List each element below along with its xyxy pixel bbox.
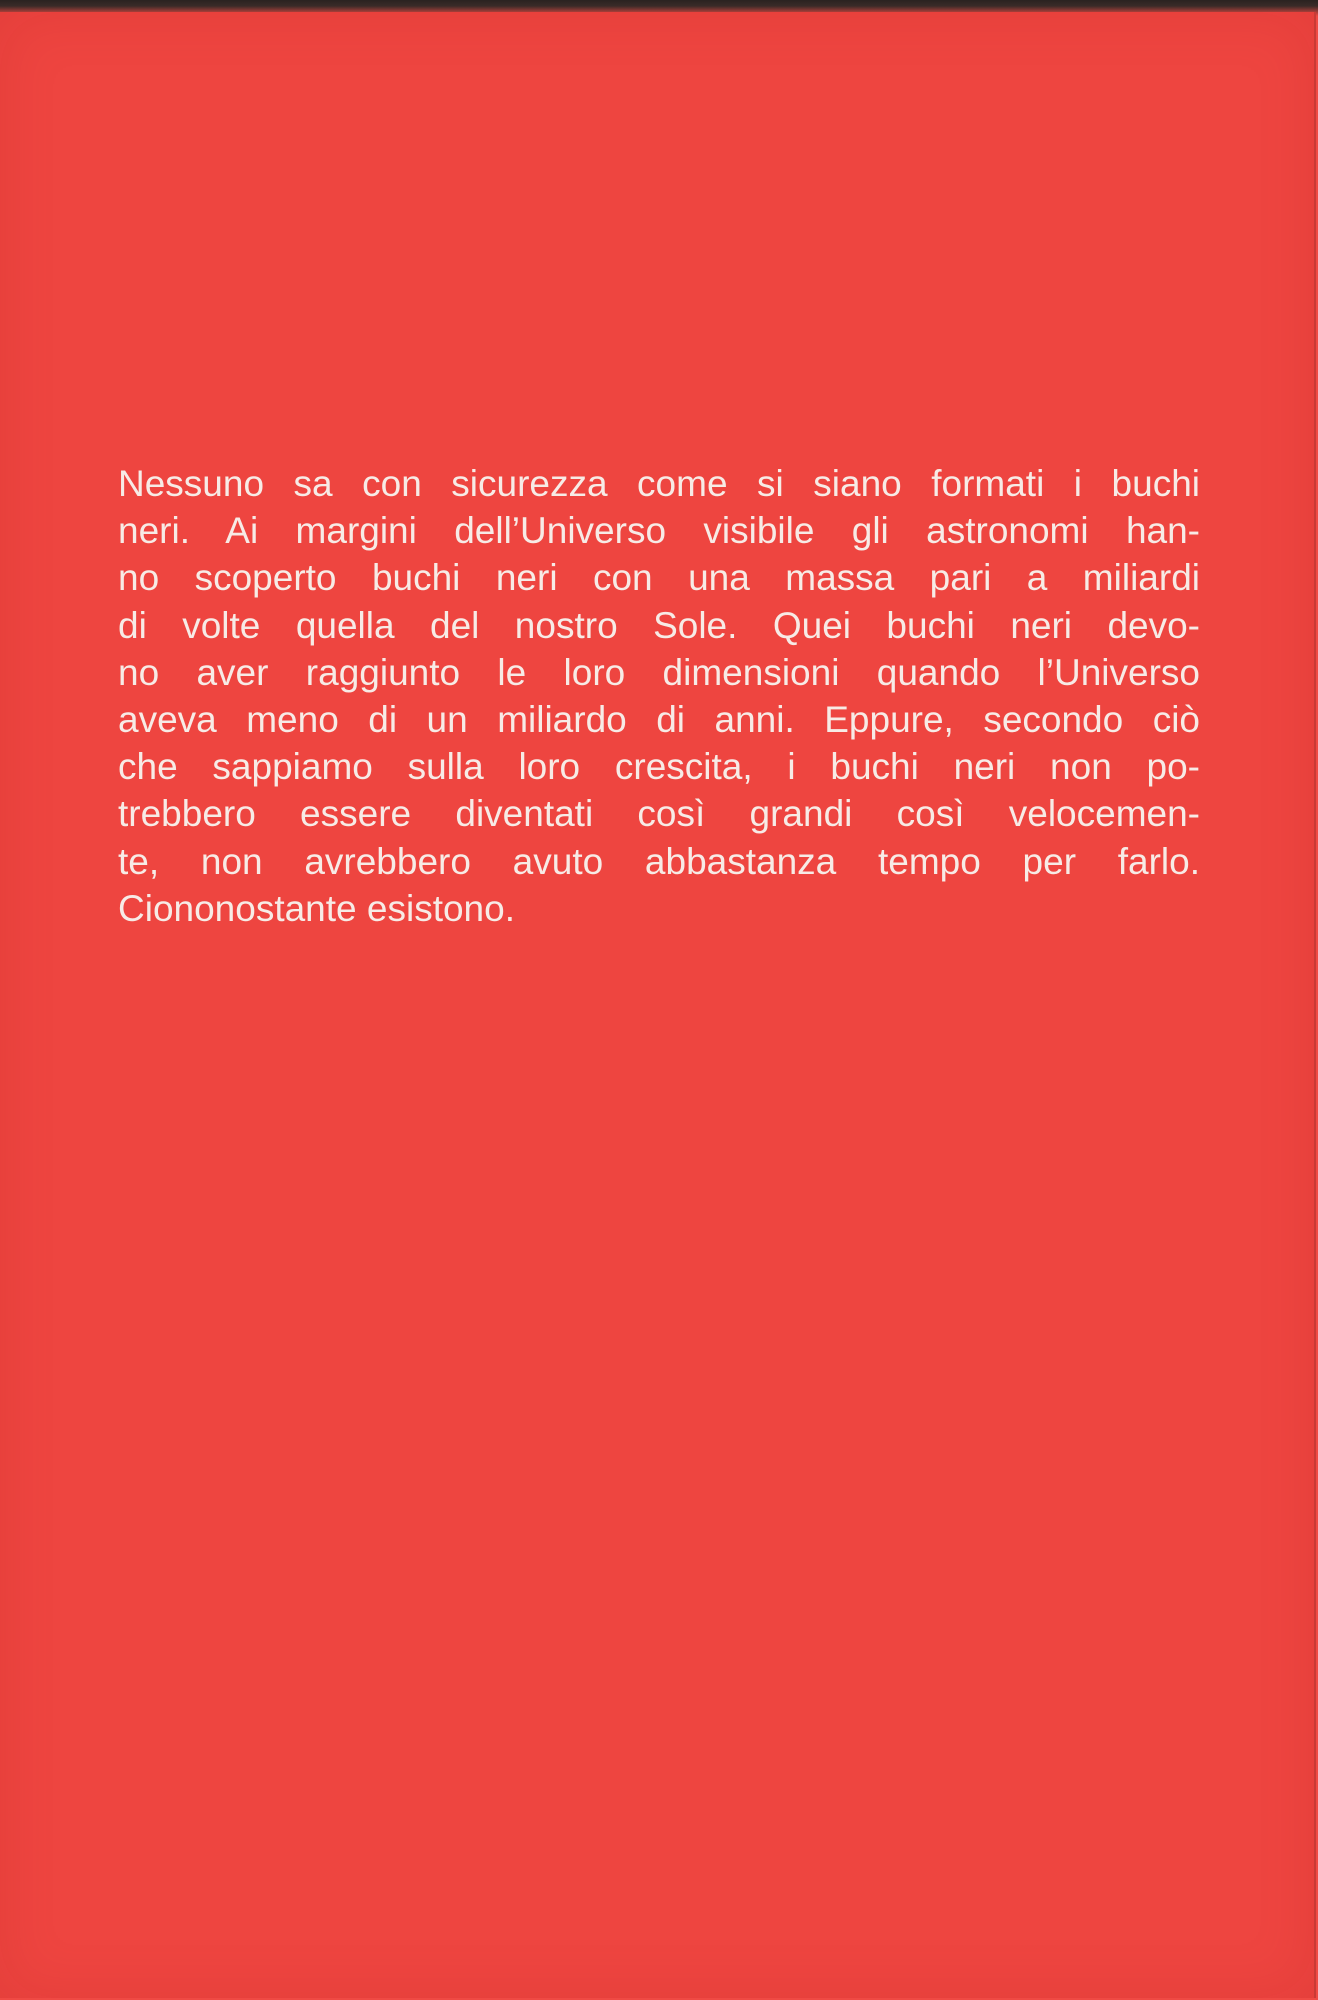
back-cover	[0, 12, 1316, 1998]
blurb-line: no aver raggiunto le loro dimensioni quando l’Universo	[118, 651, 1200, 693]
blurb-paragraph	[118, 460, 1200, 932]
blurb-line: che sappiamo sulla loro crescita, i buchi neri non po-	[118, 746, 1200, 788]
blurb-line: te, non avrebbero avuto abbastanza tempo per farlo.	[118, 840, 1200, 882]
blurb-line: Nessuno sa con sicurezza come si siano formati i buchi	[118, 463, 1200, 504]
blurb-line: neri. Ai margini dell’Universo visibile gli astronomi han-	[118, 510, 1200, 552]
blurb-line: no scoperto buchi neri con una massa pari a miliardi	[118, 557, 1200, 599]
blurb-line: trebbero essere diventati così grandi così velocemen-	[118, 793, 1200, 835]
blurb-line: aveva meno di un miliardo di anni. Eppure, secondo ciò	[118, 699, 1200, 741]
blurb-line: Ciononostante esistono.	[118, 887, 515, 929]
blurb-line: di volte quella del nostro Sole. Quei buchi neri devo-	[118, 604, 1200, 646]
